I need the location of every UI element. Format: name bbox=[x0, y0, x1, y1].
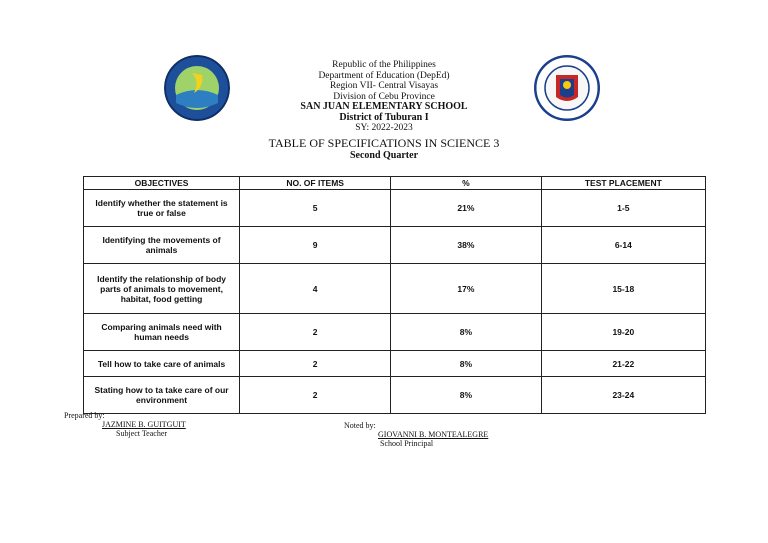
placement-cell: 21-22 bbox=[541, 351, 705, 377]
table-row bbox=[84, 264, 706, 314]
objective-cell: Comparing animals need with human needs bbox=[84, 314, 240, 351]
percent-cell: 8% bbox=[391, 377, 541, 414]
items-cell: 2 bbox=[240, 314, 391, 351]
quarter-label: Second Quarter bbox=[349, 149, 419, 161]
table-row bbox=[84, 314, 706, 351]
items-cell: 5 bbox=[240, 190, 391, 227]
header-line-republic: Republic of the Philippines bbox=[332, 60, 436, 70]
document-title: TABLE OF SPECIFICATIONS IN SCIENCE 3 bbox=[268, 135, 500, 150]
table-row bbox=[84, 351, 706, 377]
percent-cell: 8% bbox=[391, 351, 541, 377]
placement-cell: 23-24 bbox=[541, 377, 705, 414]
header-objectives: OBJECTIVES bbox=[84, 177, 240, 190]
table-row bbox=[84, 377, 706, 414]
prepared-by-name: JAZMINE B. GUITGUIT bbox=[102, 420, 186, 429]
placement-cell: 19-20 bbox=[541, 314, 705, 351]
percent-cell: 17% bbox=[391, 264, 541, 314]
table-row bbox=[84, 190, 706, 227]
school-name: SAN JUAN ELEMENTARY SCHOOL bbox=[300, 101, 468, 112]
noted-by-name: GIOVANNI B. MONTEALEGRE bbox=[378, 430, 489, 439]
objective-cell: Tell how to take care of animals bbox=[84, 351, 240, 377]
placement-cell: 1-5 bbox=[541, 190, 705, 227]
district-name: District of Tuburan I bbox=[339, 111, 429, 123]
items-cell: 2 bbox=[240, 351, 391, 377]
objective-cell: Identifying the movements of animals bbox=[84, 227, 240, 264]
objective-cell: Stating how to ta take care of our environment bbox=[84, 377, 240, 414]
placement-cell: 6-14 bbox=[541, 227, 705, 264]
specifications-table bbox=[83, 176, 706, 414]
prepared-by-role: Subject Teacher bbox=[116, 429, 168, 438]
header-items: NO. OF ITEMS bbox=[240, 177, 391, 190]
header-percent: % bbox=[391, 177, 541, 190]
table-row bbox=[84, 227, 706, 264]
percent-cell: 38% bbox=[391, 227, 541, 264]
prepared-by-label: Prepared by: bbox=[64, 411, 105, 420]
header-line-deped: Department of Education (DepEd) bbox=[318, 70, 450, 81]
objective-cell: Identify the relationship of body parts of animals to movement, habitat, food getting bbox=[84, 264, 240, 314]
header-line-division: Division of Cebu Province bbox=[333, 91, 435, 102]
percent-cell: 8% bbox=[391, 314, 541, 351]
percent-cell: 21% bbox=[391, 190, 541, 227]
table-header-row bbox=[84, 177, 706, 190]
items-cell: 9 bbox=[240, 227, 391, 264]
prepared-by-block bbox=[64, 411, 186, 438]
noted-by-block bbox=[344, 421, 488, 448]
items-cell: 2 bbox=[240, 377, 391, 414]
document-header bbox=[0, 60, 768, 161]
items-cell: 4 bbox=[240, 264, 391, 314]
noted-by-label: Noted by: bbox=[344, 421, 376, 430]
school-year: SY: 2022-2023 bbox=[355, 123, 413, 133]
header-line-region: Region VII- Central Visayas bbox=[329, 81, 439, 91]
noted-by-role: School Principal bbox=[380, 439, 434, 448]
placement-cell: 15-18 bbox=[541, 264, 705, 314]
header-placement: TEST PLACEMENT bbox=[541, 177, 705, 190]
objective-cell: Identify whether the statement is true or false bbox=[84, 190, 240, 227]
